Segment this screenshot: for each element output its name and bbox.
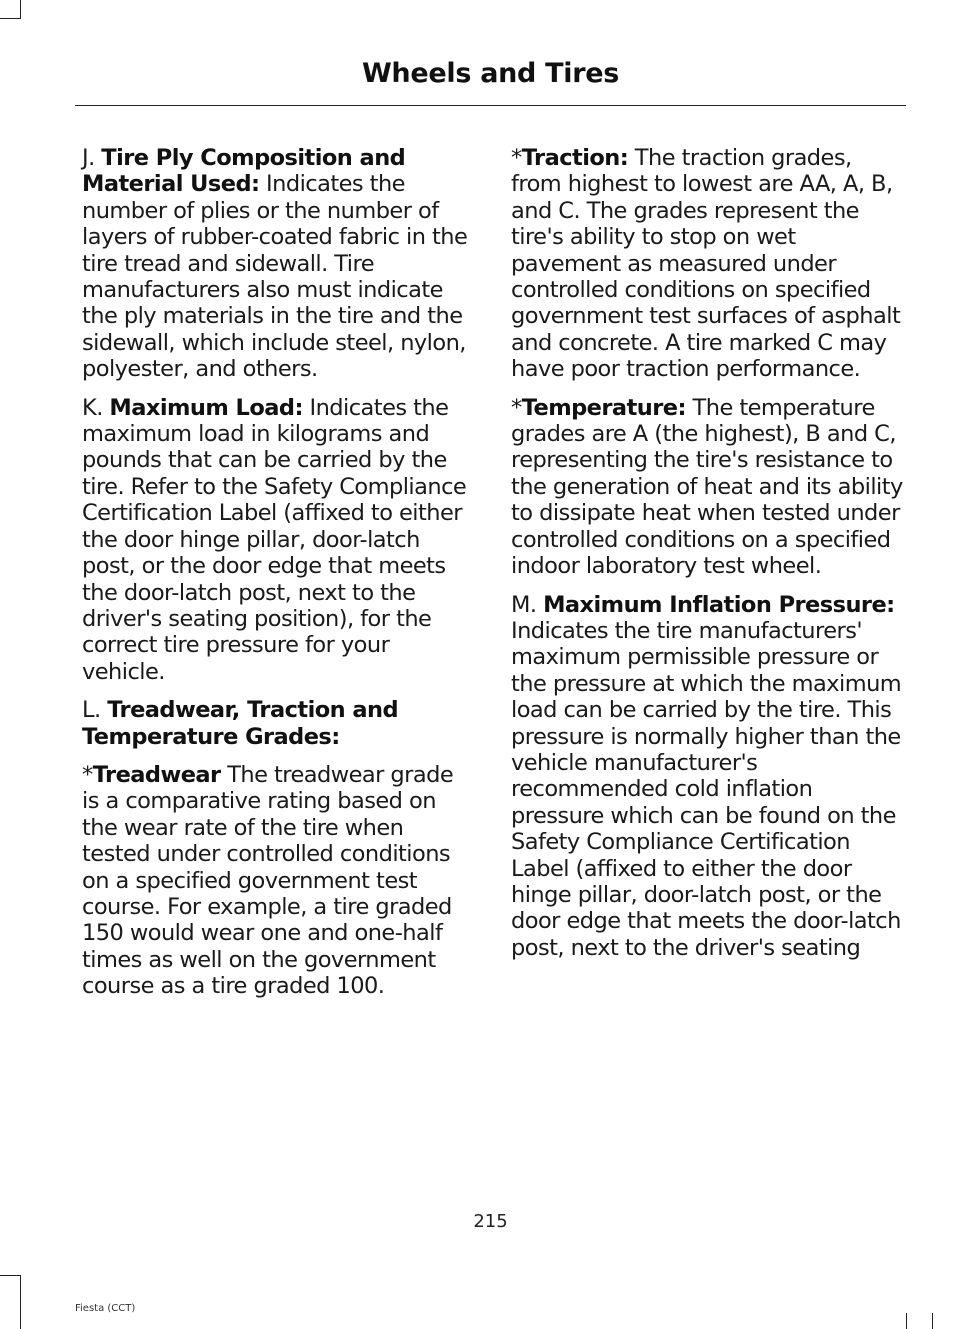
item-prefix: L. xyxy=(82,697,108,724)
right-column xyxy=(511,145,903,973)
left-column xyxy=(82,145,474,1012)
crop-mark-bottom-right-vertical-1 xyxy=(906,1313,907,1329)
paragraph-grades-heading xyxy=(82,697,474,750)
paragraph-traction xyxy=(511,145,903,383)
crop-mark-top-left-vertical xyxy=(20,0,21,18)
item-heading: Treadwear xyxy=(92,761,221,788)
item-body: Indicates the maximum load in kilograms and pounds that can be carried by the tire. Refer to the Safety Compliance Certification Label (affixed to either the door hinge pillar, door-latch post, or the door edge that meets the door-latch post, next to the driver's seating position), for the correct tire pressure for your vehicle. xyxy=(82,394,467,685)
item-heading: Treadwear, Traction and Temperature Grades: xyxy=(82,697,399,750)
item-heading: Tire Ply Composition and Material Used: xyxy=(82,145,406,198)
paragraph-maximum-inflation-pressure xyxy=(511,592,903,962)
item-heading: Maximum Inflation Pressure: xyxy=(543,591,895,618)
crop-mark-bottom-right-vertical-2 xyxy=(932,1313,933,1329)
item-prefix: * xyxy=(82,761,93,788)
page-title: Wheels and Tires xyxy=(361,58,620,89)
item-body: The treadwear grade is a comparative rating based on the wear rate of the tire when tested under controlled conditions on a specified government test course. For example, a tire graded 150 would wear one and one-half times as well on the government course as a tire graded 100. xyxy=(82,761,454,1000)
header-divider xyxy=(75,105,906,106)
item-heading: Temperature: xyxy=(521,394,686,421)
item-body: The traction grades, from highest to lowest are AA, A, B, and C. The grades represent the tire's ability to stop on wet pavement as measured under controlled conditions on specified government test surfaces of asphalt and concrete. A tire marked C may have poor traction performance. xyxy=(511,145,901,383)
crop-mark-bottom-left-vertical xyxy=(20,1275,21,1329)
item-body: Indicates the number of plies or the number of layers of rubber-coated fabric in the tire tread and sidewall. Tire manufacturers also must indicate the ply materials in the tire and the sidewall, which include steel, nylon, polyester, and others. xyxy=(82,171,468,383)
crop-mark-bottom-left-horizontal xyxy=(0,1275,21,1276)
footer-model-label: Fiesta (CCT) xyxy=(75,1303,136,1314)
item-prefix: J. xyxy=(82,145,102,171)
paragraph-maximum-load xyxy=(82,395,474,685)
item-body: Indicates the tire manufacturers' maximum permissible pressure or the pressure at which the maximum load can be carried by the tire. This pressure is normally higher than the vehicle manufacturer's recommended cold inflation pressure which can be found on the Safety Compliance Certification Label (affixed to either the door hinge pillar, door-latch post, or the door edge that meets the door-latch post, next to the driver's seating xyxy=(511,617,902,961)
page-number: 215 xyxy=(473,1211,508,1232)
item-prefix: K. xyxy=(82,394,110,421)
item-prefix: * xyxy=(511,145,522,171)
item-prefix: M. xyxy=(511,591,544,618)
paragraph-tire-ply xyxy=(82,145,474,383)
crop-mark-top-left-horizontal xyxy=(0,18,21,19)
item-heading: Maximum Load: xyxy=(109,394,303,421)
paragraph-treadwear xyxy=(82,762,474,1000)
item-prefix: * xyxy=(511,394,522,421)
item-heading: Traction: xyxy=(521,145,629,171)
paragraph-temperature xyxy=(511,395,903,580)
item-body: The temperature grades are A (the highest), B and C, representing the tire's resistance to the generation of heat and its ability to dissipate heat when tested under controlled conditions on a specified indoor laboratory test wheel. xyxy=(511,394,903,580)
